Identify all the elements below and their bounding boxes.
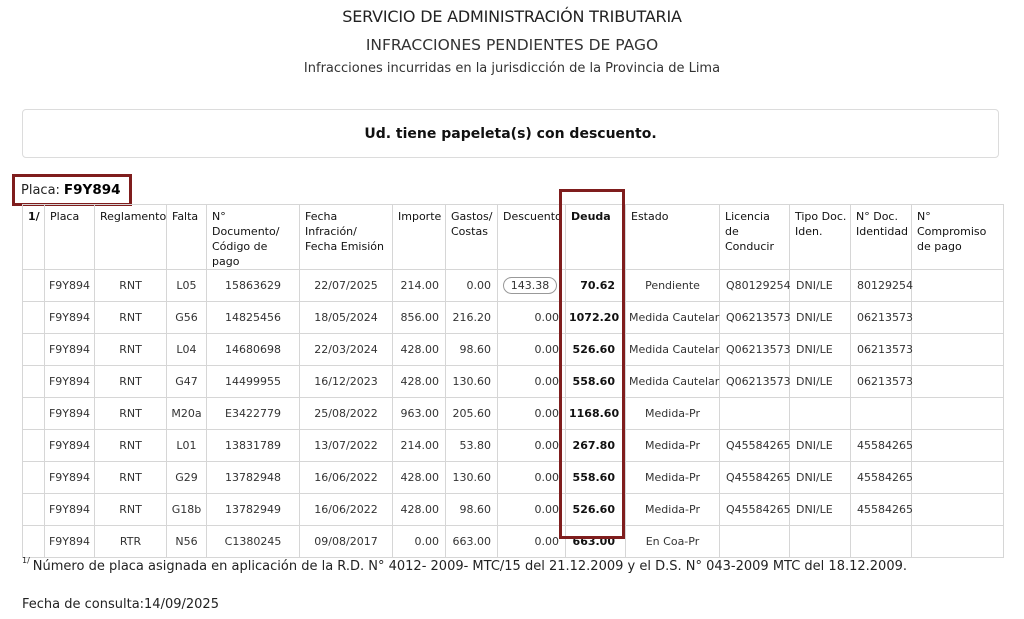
table-row — [23, 462, 1004, 494]
cell-placa: F9Y894 — [45, 526, 95, 558]
cell-estado: En Coa-Pr — [626, 526, 720, 558]
footnote-marker: 1/ — [22, 556, 30, 565]
cell-falta: N56 — [167, 526, 207, 558]
cell-falta: M20a — [167, 398, 207, 430]
cell-gastos: 130.60 — [446, 462, 498, 494]
cell-ref — [23, 462, 45, 494]
cell-descuento: 0.00 — [498, 462, 566, 494]
cell-documento: E3422779 — [207, 398, 300, 430]
cell-doc-identidad: 06213573 — [851, 334, 912, 366]
cell-documento: 13831789 — [207, 430, 300, 462]
cell-deuda: 663.00 — [566, 526, 626, 558]
cell-fecha: 16/06/2022 — [300, 462, 393, 494]
cell-descuento: 0.00 — [498, 366, 566, 398]
cell-descuento: 0.00 — [498, 398, 566, 430]
cell-fecha: 25/08/2022 — [300, 398, 393, 430]
cell-doc-identidad: 06213573 — [851, 302, 912, 334]
cell-reglamento: RNT — [95, 494, 167, 526]
placa-label: Placa: — [21, 182, 60, 198]
cell-licencia: Q06213573 — [720, 334, 790, 366]
col-descuento: Descuento — [498, 205, 566, 270]
consulta-date: Fecha de consulta:14/09/2025 — [22, 597, 219, 612]
cell-licencia: Q45584265 — [720, 462, 790, 494]
cell-deuda: 526.60 — [566, 494, 626, 526]
cell-estado: Medida-Pr — [626, 462, 720, 494]
cell-deuda: 70.62 — [566, 270, 626, 302]
cell-descuento — [498, 270, 566, 302]
infractions-table — [22, 204, 1004, 558]
cell-reglamento: RNT — [95, 366, 167, 398]
table-row — [23, 334, 1004, 366]
cell-compromiso — [912, 494, 1004, 526]
cell-documento: 15863629 — [207, 270, 300, 302]
col-tipo-doc: Tipo Doc. Iden. — [790, 205, 851, 270]
cell-estado: Medida-Pr — [626, 398, 720, 430]
cell-descuento: 0.00 — [498, 494, 566, 526]
placa-value: F9Y894 — [63, 182, 121, 198]
cell-falta: G47 — [167, 366, 207, 398]
cell-descuento: 0.00 — [498, 302, 566, 334]
cell-licencia: Q80129254 — [720, 270, 790, 302]
cell-doc-identidad: 45584265 — [851, 494, 912, 526]
col-deuda: Deuda — [566, 205, 626, 270]
cell-ref — [23, 398, 45, 430]
cell-compromiso — [912, 302, 1004, 334]
cell-licencia: Q06213573 — [720, 366, 790, 398]
discount-pill: 143.38 — [503, 277, 558, 294]
table-row — [23, 526, 1004, 558]
col-compromiso: N° Compromiso de pago — [912, 205, 1004, 270]
cell-doc-identidad: 80129254 — [851, 270, 912, 302]
cell-fecha: 22/07/2025 — [300, 270, 393, 302]
cell-tipo-doc: DNI/LE — [790, 302, 851, 334]
cell-estado: Medida Cautelar — [626, 334, 720, 366]
cell-tipo-doc: DNI/LE — [790, 270, 851, 302]
cell-gastos: 216.20 — [446, 302, 498, 334]
page-subtitle: INFRACCIONES PENDIENTES DE PAGO — [365, 36, 659, 54]
cell-placa: F9Y894 — [45, 334, 95, 366]
cell-tipo-doc: DNI/LE — [790, 366, 851, 398]
cell-doc-identidad: 45584265 — [851, 430, 912, 462]
cell-reglamento: RNT — [95, 398, 167, 430]
cell-importe: 963.00 — [393, 398, 446, 430]
cell-reglamento: RNT — [95, 334, 167, 366]
cell-gastos: 53.80 — [446, 430, 498, 462]
cell-importe: 428.00 — [393, 334, 446, 366]
cell-descuento: 0.00 — [498, 526, 566, 558]
cell-reglamento: RNT — [95, 462, 167, 494]
cell-tipo-doc: DNI/LE — [790, 334, 851, 366]
cell-tipo-doc: DNI/LE — [790, 494, 851, 526]
cell-licencia — [720, 398, 790, 430]
cell-doc-identidad: 45584265 — [851, 462, 912, 494]
cell-falta: L04 — [167, 334, 207, 366]
table-body — [23, 270, 1004, 558]
cell-gastos: 130.60 — [446, 366, 498, 398]
cell-importe: 214.00 — [393, 430, 446, 462]
cell-importe: 428.00 — [393, 494, 446, 526]
cell-estado: Medida Cautelar — [626, 366, 720, 398]
cell-gastos: 0.00 — [446, 270, 498, 302]
placa-highlight — [12, 174, 132, 206]
cell-gastos: 663.00 — [446, 526, 498, 558]
table-row — [23, 398, 1004, 430]
cell-tipo-doc — [790, 398, 851, 430]
cell-reglamento: RNT — [95, 430, 167, 462]
cell-placa: F9Y894 — [45, 430, 95, 462]
cell-fecha: 09/08/2017 — [300, 526, 393, 558]
cell-doc-identidad: 06213573 — [851, 366, 912, 398]
cell-ref — [23, 366, 45, 398]
cell-estado: Pendiente — [626, 270, 720, 302]
cell-placa: F9Y894 — [45, 398, 95, 430]
cell-compromiso — [912, 366, 1004, 398]
table-row — [23, 430, 1004, 462]
col-documento: N° Documento/ Código de pago — [207, 205, 300, 270]
cell-deuda: 558.60 — [566, 462, 626, 494]
cell-licencia: Q45584265 — [720, 494, 790, 526]
cell-compromiso — [912, 398, 1004, 430]
col-placa: Placa — [45, 205, 95, 270]
cell-deuda: 526.60 — [566, 334, 626, 366]
cell-reglamento: RTR — [95, 526, 167, 558]
col-fecha: Fecha Infración/ Fecha Emisión — [300, 205, 393, 270]
cell-compromiso — [912, 462, 1004, 494]
cell-ref — [23, 334, 45, 366]
col-reglamento: Reglamento — [95, 205, 167, 270]
cell-compromiso — [912, 430, 1004, 462]
cell-placa: F9Y894 — [45, 366, 95, 398]
col-falta: Falta — [167, 205, 207, 270]
col-doc-identidad: N° Doc. Identidad — [851, 205, 912, 270]
col-estado: Estado — [626, 205, 720, 270]
cell-tipo-doc: DNI/LE — [790, 462, 851, 494]
discount-notice: Ud. tiene papeleta(s) con descuento. — [22, 109, 999, 158]
cell-compromiso — [912, 270, 1004, 302]
cell-reglamento: RNT — [95, 270, 167, 302]
cell-licencia: Q06213573 — [720, 302, 790, 334]
col-importe: Importe — [393, 205, 446, 270]
cell-documento: 14680698 — [207, 334, 300, 366]
jurisdiction-text: Infracciones incurridas en la jurisdicción de la Provincia de Lima — [303, 61, 721, 76]
cell-importe: 0.00 — [393, 526, 446, 558]
cell-tipo-doc: DNI/LE — [790, 430, 851, 462]
footnote-text: Número de placa asignada en aplicación de la R.D. N° 4012- 2009- MTC/15 del 21.12.2009 y el D.S. N° 043-2009 MTC del 18.12.2009. — [32, 559, 907, 574]
cell-ref — [23, 526, 45, 558]
footnote — [22, 556, 907, 574]
cell-estado: Medida Cautelar — [626, 302, 720, 334]
cell-gastos: 98.60 — [446, 334, 498, 366]
cell-licencia: Q45584265 — [720, 430, 790, 462]
cell-documento: 14825456 — [207, 302, 300, 334]
cell-licencia — [720, 526, 790, 558]
cell-deuda: 558.60 — [566, 366, 626, 398]
cell-compromiso — [912, 334, 1004, 366]
cell-tipo-doc — [790, 526, 851, 558]
cell-falta: G18b — [167, 494, 207, 526]
cell-deuda: 1168.60 — [566, 398, 626, 430]
cell-estado: Medida-Pr — [626, 430, 720, 462]
table-header-row — [23, 205, 1004, 270]
cell-importe: 428.00 — [393, 366, 446, 398]
table-row — [23, 270, 1004, 302]
cell-falta: L05 — [167, 270, 207, 302]
cell-deuda: 1072.20 — [566, 302, 626, 334]
cell-falta: G56 — [167, 302, 207, 334]
cell-documento: 14499955 — [207, 366, 300, 398]
cell-estado: Medida-Pr — [626, 494, 720, 526]
page-title: SERVICIO DE ADMINISTRACIÓN TRIBUTARIA — [342, 7, 682, 26]
cell-falta: L01 — [167, 430, 207, 462]
cell-descuento: 0.00 — [498, 334, 566, 366]
cell-fecha: 13/07/2022 — [300, 430, 393, 462]
cell-doc-identidad — [851, 398, 912, 430]
cell-ref — [23, 430, 45, 462]
cell-deuda: 267.80 — [566, 430, 626, 462]
cell-ref — [23, 494, 45, 526]
cell-placa: F9Y894 — [45, 494, 95, 526]
cell-fecha: 18/05/2024 — [300, 302, 393, 334]
cell-falta: G29 — [167, 462, 207, 494]
cell-fecha: 22/03/2024 — [300, 334, 393, 366]
cell-gastos: 98.60 — [446, 494, 498, 526]
cell-importe: 214.00 — [393, 270, 446, 302]
cell-placa: F9Y894 — [45, 302, 95, 334]
cell-placa: F9Y894 — [45, 462, 95, 494]
cell-compromiso — [912, 526, 1004, 558]
col-licencia: Licencia de Conducir — [720, 205, 790, 270]
cell-doc-identidad — [851, 526, 912, 558]
cell-ref — [23, 270, 45, 302]
table-row — [23, 366, 1004, 398]
cell-importe: 428.00 — [393, 462, 446, 494]
cell-ref — [23, 302, 45, 334]
cell-fecha: 16/12/2023 — [300, 366, 393, 398]
cell-documento: 13782948 — [207, 462, 300, 494]
table-row — [23, 494, 1004, 526]
col-gastos: Gastos/ Costas — [446, 205, 498, 270]
cell-reglamento: RNT — [95, 302, 167, 334]
cell-importe: 856.00 — [393, 302, 446, 334]
table-row — [23, 302, 1004, 334]
cell-documento: 13782949 — [207, 494, 300, 526]
cell-documento: C1380245 — [207, 526, 300, 558]
cell-fecha: 16/06/2022 — [300, 494, 393, 526]
cell-descuento: 0.00 — [498, 430, 566, 462]
cell-placa: F9Y894 — [45, 270, 95, 302]
col-footnote-ref: 1/ — [23, 205, 45, 270]
cell-gastos: 205.60 — [446, 398, 498, 430]
